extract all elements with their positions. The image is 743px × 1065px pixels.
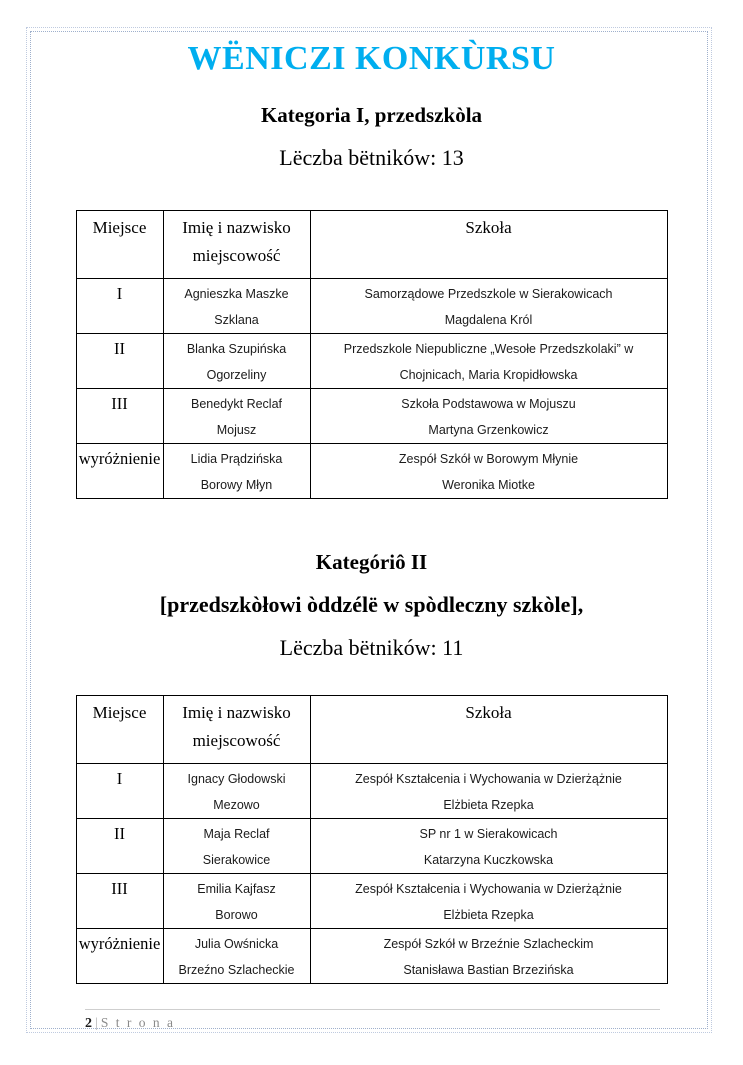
school-line2: Stanisława Bastian Brzezińska xyxy=(403,962,574,977)
place-cell: II xyxy=(76,818,163,873)
school-line2: Chojnicach, Maria Kropidłowska xyxy=(399,368,578,383)
name-town-cell xyxy=(163,818,310,873)
name-town-cell xyxy=(163,928,310,983)
place-cell: III xyxy=(76,389,163,444)
footer-label: S t r o n a xyxy=(100,1014,175,1030)
header-school-label: Szkoła xyxy=(465,218,512,238)
header-place xyxy=(76,211,163,279)
header-school xyxy=(310,695,667,763)
school-cell xyxy=(310,444,667,499)
town-line: Mezowo xyxy=(213,797,260,812)
header-name xyxy=(163,695,310,763)
name-line: Maja Reclaf xyxy=(203,826,270,841)
header-school xyxy=(310,211,667,279)
table-row xyxy=(76,818,667,873)
table-header-row xyxy=(76,695,667,763)
school-line1: Zespół Kształcenia i Wychowania w Dzierżążnie xyxy=(355,881,622,896)
section2-heading-line2: [przedszkòłowi òddzélë w spòdleczny szkòle], xyxy=(159,591,584,617)
header-name-line2: miejscowość xyxy=(192,246,281,266)
name-line: Agnieszka Maszke xyxy=(184,287,289,302)
header-school-label: Szkoła xyxy=(465,702,512,722)
name-line: Benedykt Reclaf xyxy=(190,397,283,412)
name-town-cell xyxy=(163,444,310,499)
school-cell xyxy=(310,334,667,389)
school-line2: Katarzyna Kuczkowska xyxy=(423,852,554,867)
place-cell: III xyxy=(76,873,163,928)
place-cell: I xyxy=(76,279,163,334)
school-line1: Samorządowe Przedszkole w Sierakowicach xyxy=(364,287,613,302)
school-line1: Szkoła Podstawowa w Mojuszu xyxy=(401,397,576,412)
place-cell: II xyxy=(76,334,163,389)
name-line: Ignacy Głodowski xyxy=(187,771,286,786)
town-line: Borowo xyxy=(215,907,258,922)
footer-separator: | xyxy=(95,1015,98,1031)
school-line2: Weronika Miotke xyxy=(442,478,535,493)
school-line1: Przedszkole Niepubliczne „Wesołe Przedszkolaki” w xyxy=(343,342,634,357)
school-cell xyxy=(310,279,667,334)
section1-heading: Kategoria I, przedszkòla xyxy=(260,102,483,127)
school-line2: Elżbieta Rzepka xyxy=(443,907,534,922)
header-place-label: Miejsce xyxy=(92,702,147,722)
name-town-cell xyxy=(163,334,310,389)
town-line: Brzeźno Szlacheckie xyxy=(178,962,295,977)
page-footer xyxy=(85,1009,660,1032)
name-town-cell xyxy=(163,763,310,818)
school-line1: Zespół Szkół w Brzeźnie Szlacheckim xyxy=(383,936,594,951)
name-town-cell xyxy=(163,279,310,334)
town-line: Sierakowice xyxy=(202,852,271,867)
table-row xyxy=(76,928,667,983)
school-line2: Martyna Grzenkowicz xyxy=(428,423,549,438)
school-line2: Magdalena Król xyxy=(444,313,533,328)
name-line: Lidia Prądzińska xyxy=(190,452,283,467)
school-cell xyxy=(310,873,667,928)
document-title: WËNICZI KONKÙRSU xyxy=(187,40,556,77)
results-table-category2 xyxy=(76,695,668,984)
table-row xyxy=(76,763,667,818)
school-cell xyxy=(310,818,667,873)
name-line: Julia Owśnicka xyxy=(194,936,279,951)
town-line: Mojusz xyxy=(216,423,257,438)
name-town-cell xyxy=(163,873,310,928)
name-town-cell xyxy=(163,389,310,444)
place-cell: I xyxy=(76,763,163,818)
header-place-label: Miejsce xyxy=(92,218,147,238)
table-header-row xyxy=(76,211,667,279)
table-row xyxy=(76,873,667,928)
table-row xyxy=(76,334,667,389)
school-line1: Zespół Kształcenia i Wychowania w Dzierżążnie xyxy=(355,771,622,786)
table-row xyxy=(76,389,667,444)
header-place xyxy=(76,695,163,763)
header-name xyxy=(163,211,310,279)
place-cell: wyróżnienie xyxy=(76,444,163,499)
section1-count-line: Lëczba bëtników: 13 xyxy=(279,144,464,170)
school-cell xyxy=(310,928,667,983)
page-number: 2 xyxy=(85,1015,92,1031)
header-name-line1: Imię i nazwisko xyxy=(182,702,291,722)
town-line: Ogorzeliny xyxy=(206,368,267,383)
table-row xyxy=(76,279,667,334)
table-row xyxy=(76,444,667,499)
school-line2: Elżbieta Rzepka xyxy=(443,797,534,812)
section2-count-line: Lëczba bëtników: 11 xyxy=(279,635,464,661)
town-line: Szklana xyxy=(214,313,259,328)
school-line1: SP nr 1 w Sierakowicach xyxy=(419,826,558,841)
school-cell xyxy=(310,763,667,818)
school-cell xyxy=(310,389,667,444)
town-line: Borowy Młyn xyxy=(200,478,273,493)
header-name-line2: miejscowość xyxy=(192,730,281,750)
name-line: Emilia Kajfasz xyxy=(197,881,276,896)
place-cell: wyróżnienie xyxy=(76,928,163,983)
section2-heading-line1: Kategóriô II xyxy=(315,550,428,575)
name-line: Blanka Szupińska xyxy=(186,342,287,357)
header-name-line1: Imię i nazwisko xyxy=(182,218,291,238)
school-line1: Zespół Szkół w Borowym Młynie xyxy=(398,452,579,467)
results-table-category1 xyxy=(76,210,668,499)
